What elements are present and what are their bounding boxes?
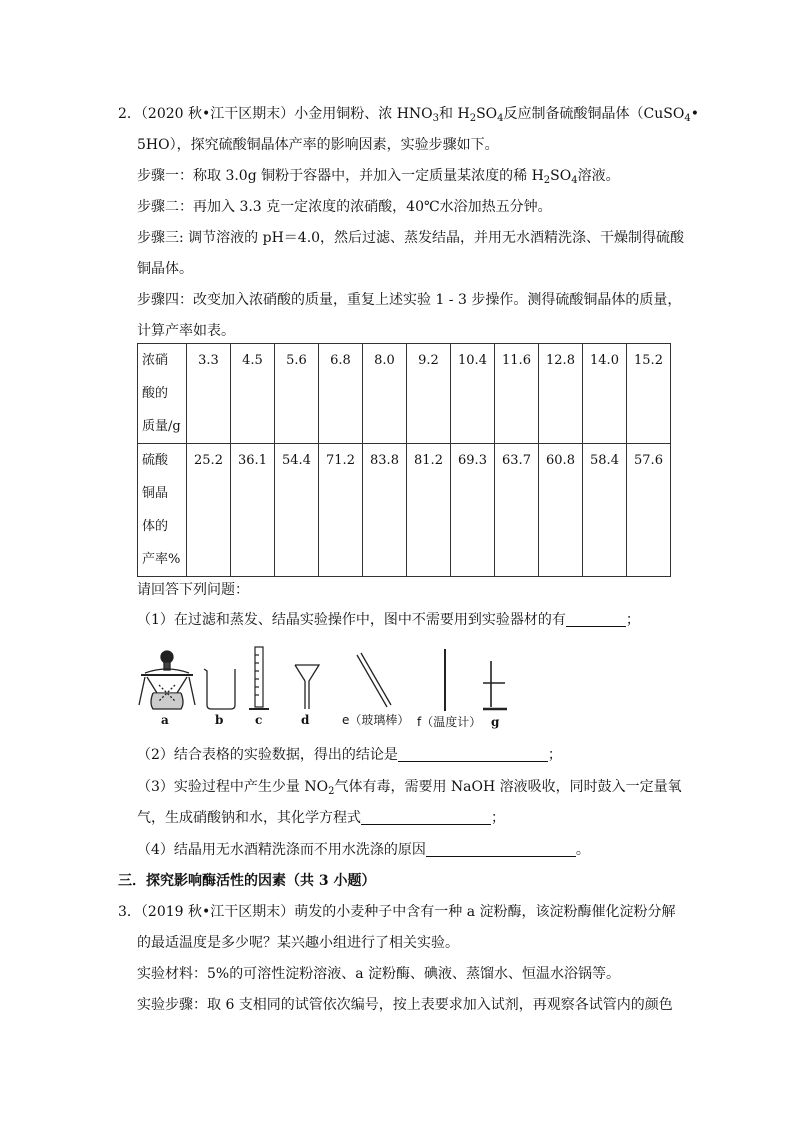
label-c: c — [255, 713, 263, 727]
label-f: f（温度计） — [417, 715, 482, 729]
section-3-heading: 三．探究影响酶活性的因素（共 3 小题） — [118, 873, 376, 889]
table-row — [138, 444, 671, 577]
table-cell: 54.4 — [275, 444, 319, 577]
glass-rod-icon — [357, 653, 391, 707]
q3-line-2: 的最适温度是多少呢？某兴趣小组进行了相关实验。 — [137, 935, 459, 951]
table-cell: 71.2 — [319, 444, 363, 577]
label-e: e（玻璃棒） — [342, 713, 410, 727]
q3-steps: 实验步骤：取 6 支相同的试管依次编号，按上表要求加入试剂，再观察各试管内的颜色 — [137, 997, 673, 1013]
table-cell: 5.6 — [275, 344, 319, 444]
table-cell: 58.4 — [583, 444, 627, 577]
step-4-line-2: 计算产率如表。 — [137, 323, 235, 339]
table-cell: 83.8 — [363, 444, 407, 577]
table-cell: 14.0 — [583, 344, 627, 444]
answer-blank[interactable] — [566, 612, 626, 627]
answer-blank[interactable] — [398, 747, 548, 762]
q2-line-2: 5HO），探究硫酸铜晶体产率的影响因素，实验步骤如下。 — [137, 137, 499, 153]
step-1: 步骤一：称取 3.0g 铜粉于容器中，并加入一定质量某浓度的稀 $H_2SO_4$溶液。 — [137, 168, 620, 186]
label-a: a — [161, 713, 169, 727]
row-header: 硫酸 铜晶 体的 产率% — [138, 444, 187, 577]
table-cell: 15.2 — [627, 344, 671, 444]
table-cell: 60.8 — [539, 444, 583, 577]
apparatus-figure — [137, 645, 657, 730]
table-cell: 6.8 — [319, 344, 363, 444]
table-cell: 4.5 — [231, 344, 275, 444]
question-4: （4）结晶用无水酒精洗涤而不用水洗涤的原因 。 — [137, 842, 590, 858]
graduated-cylinder-icon — [249, 647, 269, 709]
table-cell: 69.3 — [451, 444, 495, 577]
table-cell: 9.2 — [407, 344, 451, 444]
table-cell: 25.2 — [187, 444, 231, 577]
table-cell: 57.6 — [627, 444, 671, 577]
beaker-icon — [204, 669, 235, 709]
alcohol-lamp-icon — [139, 651, 195, 709]
step-2: 步骤二：再加入 3.3 克一定浓度的浓硝酸，40℃水浴加热五分钟。 — [137, 199, 552, 215]
answer-blank[interactable] — [361, 810, 491, 825]
q3-materials: 实验材料：5%的可溶性淀粉溶液、a 淀粉酶、碘液、蒸馏水、恒温水浴锅等。 — [137, 966, 621, 982]
q2-line-1: 2．（2020 秋•江干区期末）小金用铜粉、浓 $HNO_3$和 $H_2SO_4$反应制备硫酸铜晶体（CuSO$_4$• — [118, 106, 699, 124]
table-cell: 12.8 — [539, 344, 583, 444]
q3-line-1: 3．（2019 秋•江干区期末）萌发的小麦种子中含有一种 a 淀粉酶，该淀粉酶催化淀粉分解 — [118, 904, 676, 920]
label-g: g — [491, 715, 500, 729]
question-1: （1）在过滤和蒸发、结晶实验操作中，图中不需要用到实验器材的有 ； — [137, 612, 640, 628]
step-4-line-1: 步骤四：改变加入浓硝酸的质量，重复上述实验 1 - 3 步操作。测得硫酸铜晶体的质量， — [137, 292, 682, 308]
table-cell: 10.4 — [451, 344, 495, 444]
table-cell: 36.1 — [231, 444, 275, 577]
label-b: b — [215, 713, 224, 727]
table-cell: 63.7 — [495, 444, 539, 577]
step-3-line-2: 铜晶体。 — [137, 261, 193, 277]
funnel-icon — [295, 665, 319, 709]
table-cell: 11.6 — [495, 344, 539, 444]
answer-blank[interactable] — [426, 842, 576, 857]
question-3-line-1: （3）实验过程中产生少量 $NO_2$气体有毒，需要用 NaOH 溶液吸收，同时鼓入一定量氧 — [137, 779, 682, 797]
step-3-line-1: 步骤三: 调节溶液的 pH＝4.0，然后过滤、蒸发结晶，并用无水酒精洗涤、干燥制得硫酸 — [137, 230, 685, 246]
iron-stand-icon — [483, 661, 507, 709]
table-cell: 3.3 — [187, 344, 231, 444]
table-cell: 8.0 — [363, 344, 407, 444]
question-2: （2）结合表格的实验数据，得出的结论是 ； — [137, 747, 562, 763]
table-row — [138, 344, 671, 444]
row-header: 浓硝 酸的 质量/g — [138, 344, 187, 444]
questions-intro: 请回答下列问题： — [137, 582, 249, 598]
label-d: d — [301, 713, 310, 727]
question-3-line-2: 气，生成硝酸钠和水，其化学方程式 ； — [137, 810, 505, 826]
yield-table — [137, 343, 671, 577]
table-cell: 81.2 — [407, 444, 451, 577]
